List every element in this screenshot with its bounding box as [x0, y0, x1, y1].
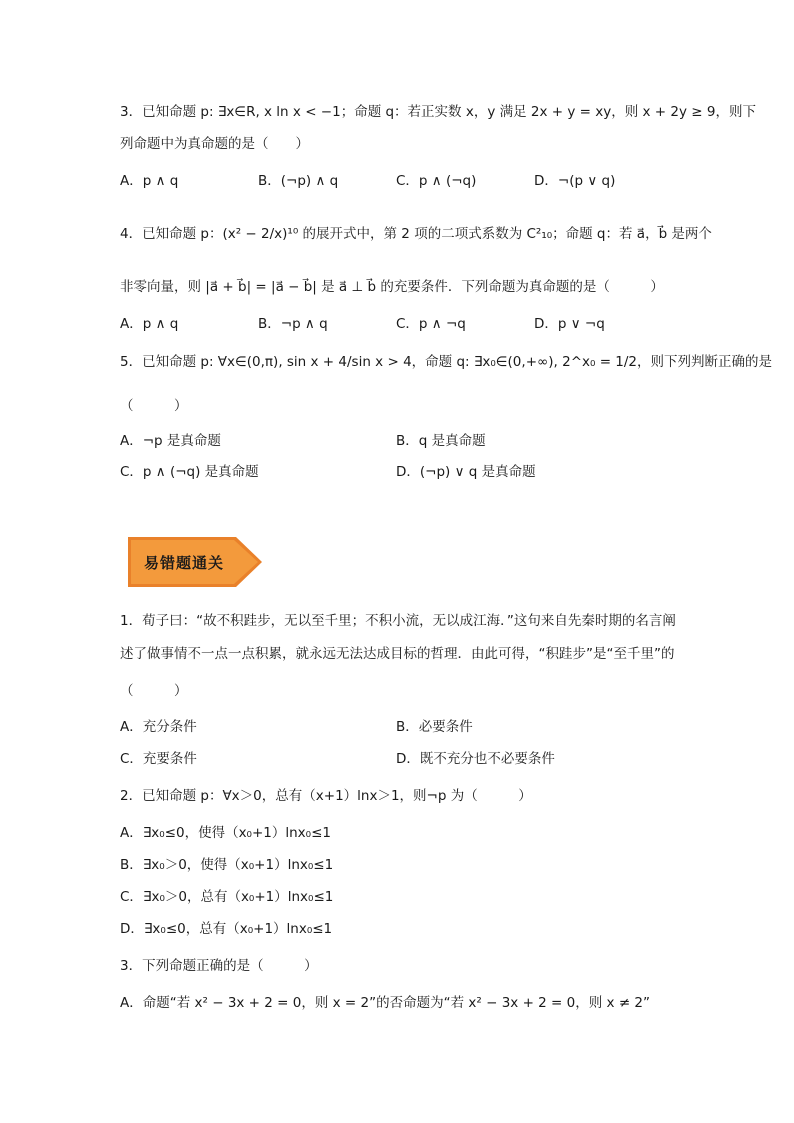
s2-q2-option-d: D．∃x₀≤0，总有（x₀+1）lnx₀≤1 — [120, 921, 333, 937]
s2-q2-option-a: A．∃x₀≤0，使得（x₀+1）lnx₀≤1 — [120, 825, 331, 841]
section-banner-label: 易错题通关 — [143, 553, 224, 572]
q3-option-d: D．¬(p ∨ q) — [534, 173, 616, 189]
q3-option-c: C．p ∧ (¬q) — [396, 173, 477, 189]
s2-q3-stem: 3．下列命题正确的是（ ） — [120, 958, 318, 974]
s2-q1-option-a: A．充分条件 — [120, 719, 197, 735]
s2-q2-option-b: B．∃x₀＞0，使得（x₀+1）lnx₀≤1 — [120, 857, 334, 873]
q5-option-a: A．¬p 是真命题 — [120, 433, 221, 449]
q4-option-c: C．p ∧ ¬q — [396, 316, 466, 332]
s2-q1-option-d: D．既不充分也不必要条件 — [396, 751, 555, 767]
q4-option-d: D．p ∨ ¬q — [534, 316, 605, 332]
q3-option-a: A．p ∧ q — [120, 173, 179, 189]
q3-stem-line2: 列命题中为真命题的是（ ） — [120, 136, 309, 152]
q5-option-d: D．(¬p) ∨ q 是真命题 — [396, 464, 536, 480]
q5-stem-line1: 5．已知命题 p: ∀x∈(0,π), sin x + 4/sin x > 4，命题 q: ∃x₀∈(0,+∞), 2^x₀ = 1/2，则下列判断正确的是 — [120, 354, 773, 370]
q5-stem-line2: （ ） — [120, 398, 188, 414]
q4-option-b: B．¬p ∧ q — [258, 316, 328, 332]
s2-q1-option-c: C．充要条件 — [120, 751, 197, 767]
q4-stem-line1: 4．已知命题 p：(x² − 2/x)¹⁰ 的展开式中，第 2 项的二项式系数为 C²₁₀；命题 q：若 a⃗，b⃗ 是两个 — [120, 226, 712, 242]
s2-q1-stem-line1: 1．荀子曰：“故不积跬步，无以至千里；不积小流，无以成江海．”这句来自先秦时期的名言阐 — [120, 613, 676, 629]
q5-option-c: C．p ∧ (¬q) 是真命题 — [120, 464, 259, 480]
s2-q1-stem-line2: 述了做事情不一点一点积累，就永远无法达成目标的哲理．由此可得，“积跬步”是“至千里”的 — [120, 646, 675, 662]
q4-option-a: A．p ∧ q — [120, 316, 179, 332]
q5-option-b: B．q 是真命题 — [396, 433, 486, 449]
q3-stem-line1: 3．已知命题 p: ∃x∈R, x ln x < −1；命题 q：若正实数 x，y 满足 2x + y = xy，则 x + 2y ≥ 9，则下 — [120, 104, 756, 120]
s2-q3-option-a: A．命题“若 x² − 3x + 2 = 0，则 x = 2”的否命题为“若 x² − 3x + 2 = 0，则 x ≠ 2” — [120, 995, 650, 1011]
q4-stem-line2: 非零向量，则 |a⃗ + b⃗| = |a⃗ − b⃗| 是 a⃗ ⊥ b⃗ 的充要条件．下列命题为真命题的是（ ） — [120, 279, 664, 295]
q3-option-b: B．(¬p) ∧ q — [258, 173, 339, 189]
s2-q1-option-b: B．必要条件 — [396, 719, 473, 735]
s2-q2-option-c: C．∃x₀＞0，总有（x₀+1）lnx₀≤1 — [120, 889, 334, 905]
s2-q1-stem-line3: （ ） — [120, 683, 188, 699]
s2-q2-stem: 2．已知命题 p：∀x＞0，总有（x+1）lnx＞1，则¬p 为（ ） — [120, 788, 532, 804]
